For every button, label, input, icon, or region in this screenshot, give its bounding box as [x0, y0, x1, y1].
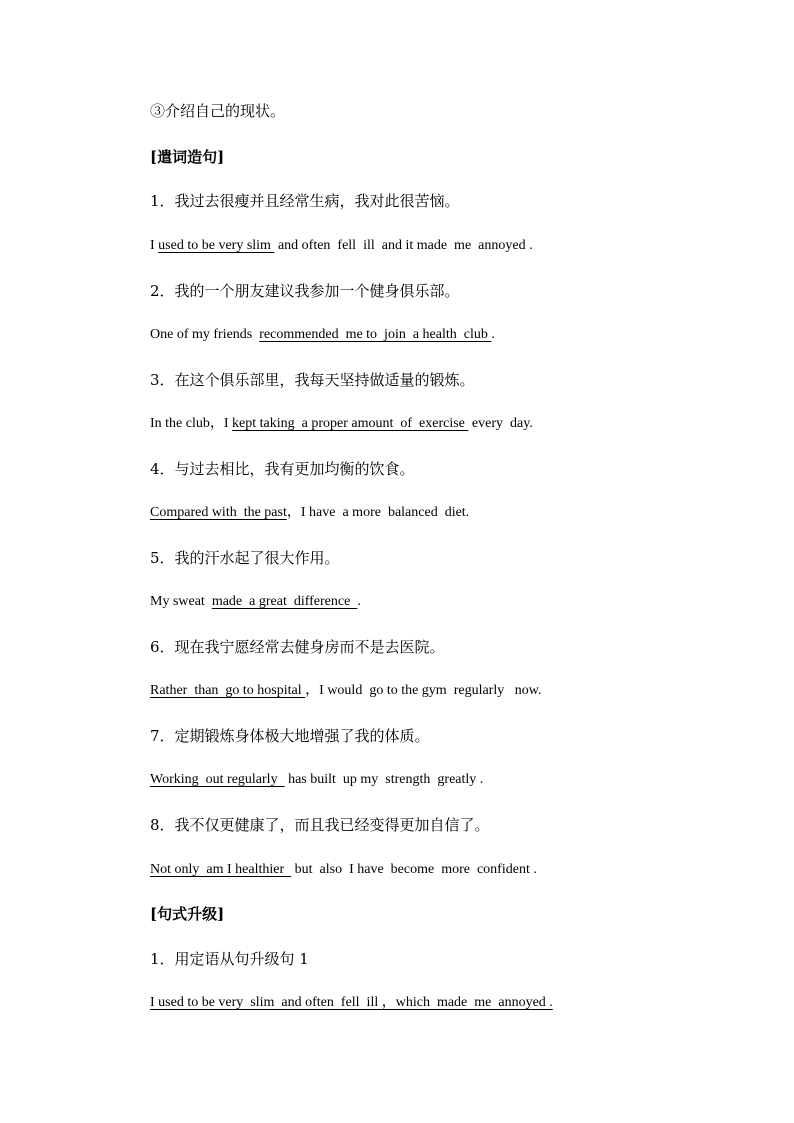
item-2-english — [150, 326, 495, 344]
item-1-english — [150, 237, 533, 255]
answer-blank-text: made a great difference — [211, 594, 358, 609]
item-5-english — [150, 593, 361, 611]
item-1-chinese: 1．我过去很瘦并且经常生病，我对此很苦恼。 — [150, 192, 460, 210]
item-3-english — [150, 415, 533, 433]
upgrade-1-chinese: 1．用定语从句升级句 1 — [150, 950, 309, 968]
item-8-chinese: 8．我不仅更健康了，而且我已经变得更加自信了。 — [150, 816, 490, 834]
sentence-text: My sweat — [150, 594, 212, 609]
sentence-text: . — [491, 327, 495, 342]
sentence-text: ，I would go to the gym regularly now. — [305, 683, 542, 698]
sentence-text: every day. — [468, 416, 533, 431]
answer-blank-text: Not only am I healthier — [150, 862, 292, 877]
answer-blank-text: kept taking a proper amount of exercise — [232, 416, 469, 431]
sentence-text: ，I have a more balanced diet. — [286, 505, 470, 520]
item-5-chinese: 5．我的汗水起了很大作用。 — [150, 549, 340, 567]
intro-line: ③介绍自己的现状。 — [150, 102, 286, 120]
item-8-english — [150, 861, 537, 879]
sentence-text: One of my friends — [150, 327, 260, 342]
sentence-text: I — [150, 238, 159, 253]
item-2-chinese: 2．我的一个朋友建议我参加一个健身俱乐部。 — [150, 282, 460, 300]
sentence-text: has built up my strength greatly . — [284, 772, 484, 787]
item-7-english — [150, 771, 483, 789]
sentence-text: and often fell ill and it made me annoyed . — [274, 238, 533, 253]
upgrade-1-english — [150, 994, 553, 1012]
item-6-chinese: 6．现在我宁愿经常去健身房而不是去医院。 — [150, 638, 445, 656]
answer-blank-text: I used to be very slim and often fell ill ，which made me annoyed . — [150, 995, 553, 1010]
item-4-english — [150, 504, 469, 522]
section-heading-word-building: [遣词造句] — [150, 148, 225, 166]
item-7-chinese: 7．定期锻炼身体极大地增强了我的体质。 — [150, 727, 430, 745]
answer-blank-text: Compared with the past — [150, 505, 287, 520]
answer-blank-text: Working out regularly — [150, 772, 285, 787]
item-6-english — [150, 682, 541, 700]
answer-blank-text: recommended me to join a health club — [259, 327, 492, 342]
item-3-chinese: 3．在这个俱乐部里，我每天坚持做适量的锻炼。 — [150, 371, 475, 389]
sentence-text: but also I have become more confident . — [291, 862, 537, 877]
answer-blank-text: used to be very slim — [158, 238, 275, 253]
sentence-text: In the club，I — [150, 416, 233, 431]
section-heading-sentence-upgrade: [句式升级] — [150, 905, 225, 923]
sentence-text: . — [357, 594, 361, 609]
answer-blank-text: Rather than go to hospital — [150, 683, 306, 698]
item-4-chinese: 4．与过去相比，我有更加均衡的饮食。 — [150, 460, 415, 478]
